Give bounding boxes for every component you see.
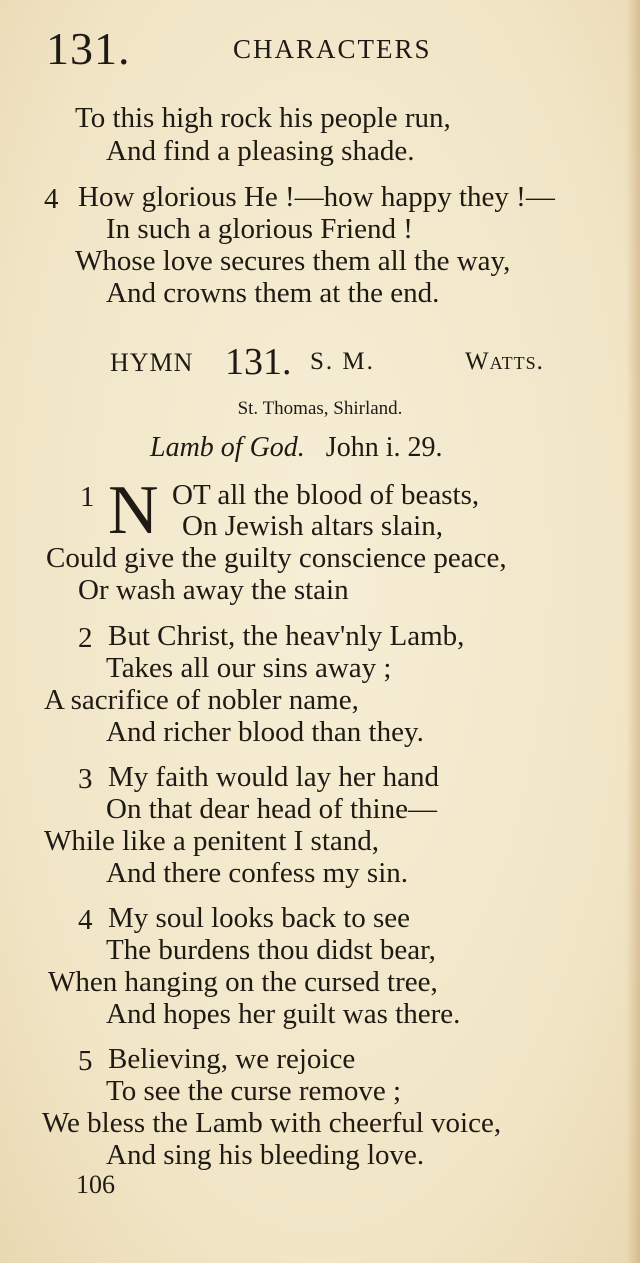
previous-hymn-line: To this high rock his people run,	[75, 102, 451, 134]
verse-number: 4	[44, 183, 59, 215]
verse-line: The burdens thou didst bear,	[106, 934, 436, 966]
verse-line: While like a penitent I stand,	[44, 825, 380, 857]
verse-line: A sacrifice of nobler name,	[44, 684, 359, 716]
verse-line: When hanging on the cursed tree,	[48, 966, 438, 998]
hymn-label: HYMN	[110, 348, 194, 377]
verse-line: On that dear head of thine—	[106, 793, 437, 825]
verse-number: 5	[78, 1045, 93, 1077]
previous-hymn-line: And find a pleasing shade.	[106, 135, 415, 167]
verse-line: But Christ, the heav'nly Lamb,	[108, 620, 465, 652]
previous-hymn-line: Whose love secures them all the way,	[75, 245, 511, 277]
verse-line: Or wash away the stain	[78, 574, 349, 606]
previous-hymn-line: How glorious He !—how happy they !—	[78, 181, 555, 213]
verse-number: 3	[78, 763, 93, 795]
hymn-heading	[110, 340, 580, 383]
verse-line: To see the curse remove ;	[106, 1075, 402, 1107]
previous-hymn-line: And crowns them at the end.	[106, 277, 440, 309]
footer-page-number: 106	[76, 1170, 115, 1199]
verse-number: 1	[80, 481, 95, 513]
hymn-author: Watts.	[465, 348, 544, 375]
verse-line: We bless the Lamb with cheerful voice,	[42, 1107, 502, 1139]
hymn-number: 131.	[225, 341, 292, 383]
page-edge	[626, 0, 640, 1263]
subject-reference: John i. 29.	[325, 432, 443, 463]
verse-line: And sing his bleeding love.	[106, 1139, 425, 1171]
verse-number: 4	[78, 904, 93, 936]
verse-line: Could give the guilty conscience peace,	[46, 542, 507, 574]
hymn-tunes: St. Thomas, Shirland.	[237, 398, 403, 419]
verse-line: On Jewish altars slain,	[182, 510, 443, 542]
running-title: CHARACTERS	[233, 34, 432, 64]
verse-number: 2	[78, 622, 93, 654]
verse-line: My soul looks back to see	[108, 902, 411, 934]
verse-line: My faith would lay her hand	[108, 761, 440, 793]
verse-line: And there confess my sin.	[106, 857, 409, 889]
subject-title: Lamb of God.	[150, 432, 305, 463]
verse-line: And richer blood than they.	[106, 716, 424, 748]
drop-cap: N	[108, 472, 159, 549]
verse-line: OT all the blood of beasts,	[172, 479, 480, 511]
hymn-subject	[150, 432, 442, 464]
verse-line: And hopes her guilt was there.	[106, 998, 461, 1030]
verse-line: Believing, we rejoice	[108, 1043, 356, 1075]
running-page-number: 131.	[46, 23, 131, 74]
previous-hymn-line: In such a glorious Friend !	[106, 213, 413, 245]
verse-line: Takes all our sins away ;	[106, 652, 392, 684]
hymn-meter: S. M.	[310, 348, 375, 375]
